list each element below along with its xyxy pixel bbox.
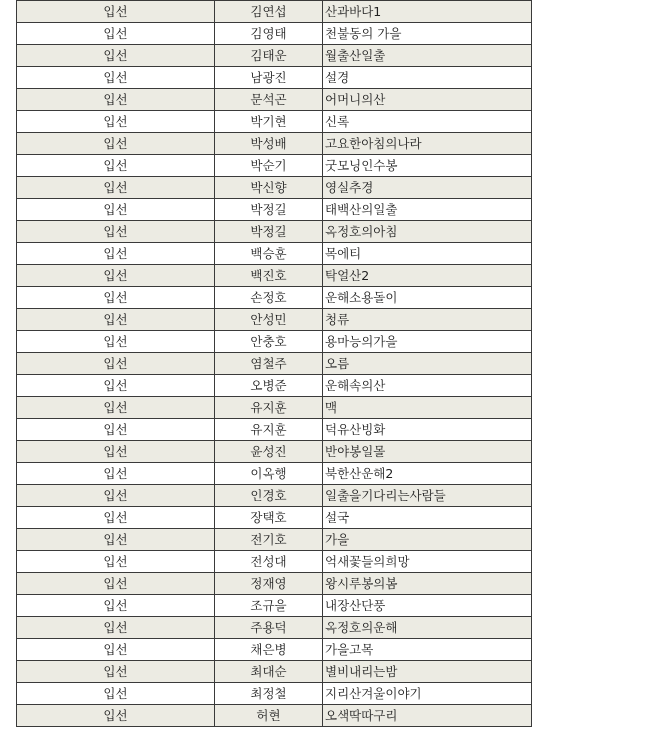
table-row xyxy=(17,353,532,375)
award-cell: 입선 xyxy=(17,243,215,265)
title-cell: 영실추경 xyxy=(323,177,532,199)
award-cell: 입선 xyxy=(17,199,215,221)
title-cell: 설경 xyxy=(323,67,532,89)
title-cell: 목에티 xyxy=(323,243,532,265)
name-cell: 전기호 xyxy=(215,529,323,551)
title-cell: 가을 xyxy=(323,529,532,551)
name-cell: 박성배 xyxy=(215,133,323,155)
name-cell: 문석곤 xyxy=(215,89,323,111)
table-row xyxy=(17,221,532,243)
award-cell: 입선 xyxy=(17,705,215,727)
table-row xyxy=(17,243,532,265)
name-cell: 유지훈 xyxy=(215,419,323,441)
table-row xyxy=(17,331,532,353)
name-cell: 전성대 xyxy=(215,551,323,573)
name-cell: 김태운 xyxy=(215,45,323,67)
title-cell: 반야봉일몰 xyxy=(323,441,532,463)
name-cell: 백진호 xyxy=(215,265,323,287)
award-cell: 입선 xyxy=(17,221,215,243)
table-row xyxy=(17,111,532,133)
title-cell: 가을고목 xyxy=(323,639,532,661)
award-cell: 입선 xyxy=(17,463,215,485)
table-row xyxy=(17,441,532,463)
title-cell: 덕유산빙화 xyxy=(323,419,532,441)
award-cell: 입선 xyxy=(17,595,215,617)
award-cell: 입선 xyxy=(17,23,215,45)
title-cell: 옥정호의아침 xyxy=(323,221,532,243)
table-row xyxy=(17,661,532,683)
name-cell: 손정호 xyxy=(215,287,323,309)
table-row xyxy=(17,529,532,551)
title-cell: 오름 xyxy=(323,353,532,375)
table-row xyxy=(17,485,532,507)
name-cell: 김영태 xyxy=(215,23,323,45)
title-cell: 운해소용돌이 xyxy=(323,287,532,309)
award-cell: 입선 xyxy=(17,551,215,573)
table-row xyxy=(17,309,532,331)
name-cell: 안충호 xyxy=(215,331,323,353)
title-cell: 운해속의산 xyxy=(323,375,532,397)
award-cell: 입선 xyxy=(17,441,215,463)
table-row xyxy=(17,133,532,155)
table-row xyxy=(17,397,532,419)
award-cell: 입선 xyxy=(17,683,215,705)
table-row xyxy=(17,1,532,23)
table-row xyxy=(17,705,532,727)
table-row xyxy=(17,463,532,485)
results-table-body xyxy=(17,1,532,727)
table-row xyxy=(17,375,532,397)
award-cell: 입선 xyxy=(17,353,215,375)
title-cell: 고요한아침의나라 xyxy=(323,133,532,155)
table-row xyxy=(17,155,532,177)
award-cell: 입선 xyxy=(17,507,215,529)
title-cell: 태백산의일출 xyxy=(323,199,532,221)
table-row xyxy=(17,551,532,573)
name-cell: 허현 xyxy=(215,705,323,727)
table-row xyxy=(17,419,532,441)
table-row xyxy=(17,639,532,661)
title-cell: 억새꽃들의희망 xyxy=(323,551,532,573)
award-cell: 입선 xyxy=(17,133,215,155)
award-cell: 입선 xyxy=(17,45,215,67)
name-cell: 조규을 xyxy=(215,595,323,617)
table-row xyxy=(17,573,532,595)
title-cell: 신록 xyxy=(323,111,532,133)
name-cell: 장택호 xyxy=(215,507,323,529)
title-cell: 탁얼산2 xyxy=(323,265,532,287)
table-row xyxy=(17,199,532,221)
award-cell: 입선 xyxy=(17,111,215,133)
name-cell: 김연섭 xyxy=(215,1,323,23)
award-cell: 입선 xyxy=(17,265,215,287)
name-cell: 이옥행 xyxy=(215,463,323,485)
title-cell: 용마능의가을 xyxy=(323,331,532,353)
title-cell: 맥 xyxy=(323,397,532,419)
table-row xyxy=(17,45,532,67)
title-cell: 오색딱따구리 xyxy=(323,705,532,727)
name-cell: 염철주 xyxy=(215,353,323,375)
award-cell: 입선 xyxy=(17,485,215,507)
title-cell: 설국 xyxy=(323,507,532,529)
name-cell: 인경호 xyxy=(215,485,323,507)
table-row xyxy=(17,89,532,111)
name-cell: 안성민 xyxy=(215,309,323,331)
title-cell: 별비내리는밤 xyxy=(323,661,532,683)
name-cell: 정재영 xyxy=(215,573,323,595)
title-cell: 월출산일출 xyxy=(323,45,532,67)
table-row xyxy=(17,287,532,309)
table-row xyxy=(17,23,532,45)
award-cell: 입선 xyxy=(17,639,215,661)
award-cell: 입선 xyxy=(17,617,215,639)
award-cell: 입선 xyxy=(17,331,215,353)
title-cell: 청류 xyxy=(323,309,532,331)
award-cell: 입선 xyxy=(17,177,215,199)
title-cell: 일출을기다리는사람들 xyxy=(323,485,532,507)
table-row xyxy=(17,67,532,89)
title-cell: 북한산운해2 xyxy=(323,463,532,485)
results-table xyxy=(16,0,532,727)
title-cell: 천불동의 가을 xyxy=(323,23,532,45)
award-cell: 입선 xyxy=(17,287,215,309)
award-cell: 입선 xyxy=(17,1,215,23)
title-cell: 어머니의산 xyxy=(323,89,532,111)
award-cell: 입선 xyxy=(17,155,215,177)
name-cell: 최정철 xyxy=(215,683,323,705)
name-cell: 유지훈 xyxy=(215,397,323,419)
table-row xyxy=(17,507,532,529)
name-cell: 오병준 xyxy=(215,375,323,397)
name-cell: 박순기 xyxy=(215,155,323,177)
award-cell: 입선 xyxy=(17,309,215,331)
name-cell: 박기현 xyxy=(215,111,323,133)
table-row xyxy=(17,683,532,705)
name-cell: 주용덕 xyxy=(215,617,323,639)
name-cell: 윤성진 xyxy=(215,441,323,463)
award-cell: 입선 xyxy=(17,67,215,89)
name-cell: 채은병 xyxy=(215,639,323,661)
title-cell: 왕시루봉의봄 xyxy=(323,573,532,595)
award-cell: 입선 xyxy=(17,89,215,111)
table-row xyxy=(17,265,532,287)
title-cell: 굿모닝인수봉 xyxy=(323,155,532,177)
name-cell: 박신향 xyxy=(215,177,323,199)
award-cell: 입선 xyxy=(17,573,215,595)
name-cell: 박정길 xyxy=(215,199,323,221)
title-cell: 산과바다1 xyxy=(323,1,532,23)
title-cell: 옥정호의운해 xyxy=(323,617,532,639)
title-cell: 지리산겨울이야기 xyxy=(323,683,532,705)
table-row xyxy=(17,617,532,639)
award-cell: 입선 xyxy=(17,529,215,551)
name-cell: 백승훈 xyxy=(215,243,323,265)
award-cell: 입선 xyxy=(17,661,215,683)
title-cell: 내장산단풍 xyxy=(323,595,532,617)
award-cell: 입선 xyxy=(17,419,215,441)
name-cell: 최대순 xyxy=(215,661,323,683)
table-row xyxy=(17,177,532,199)
award-cell: 입선 xyxy=(17,375,215,397)
table-row xyxy=(17,595,532,617)
name-cell: 박정길 xyxy=(215,221,323,243)
award-cell: 입선 xyxy=(17,397,215,419)
name-cell: 남광진 xyxy=(215,67,323,89)
